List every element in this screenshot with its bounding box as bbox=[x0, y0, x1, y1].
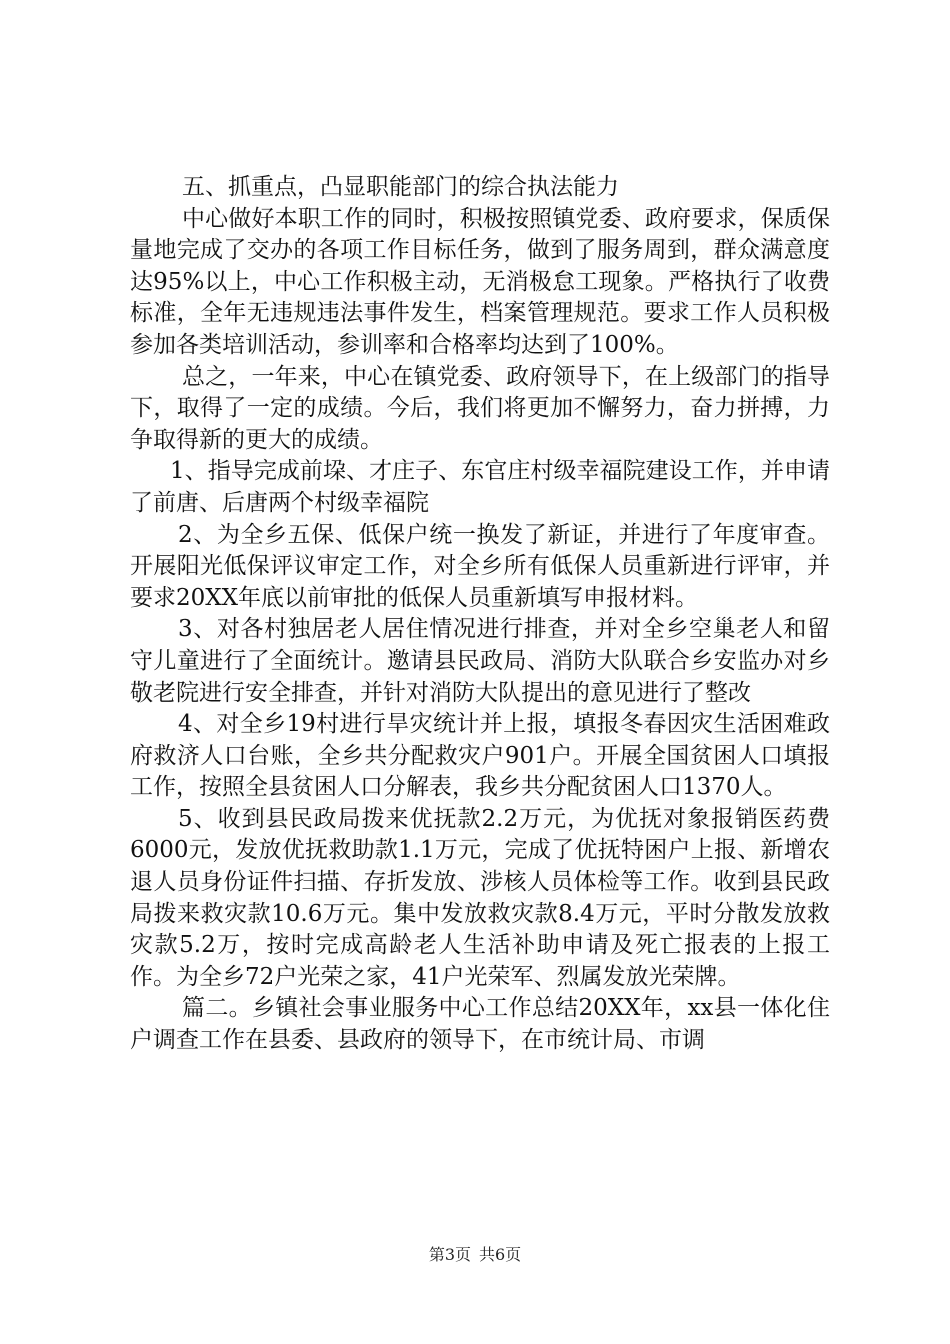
paragraph: 篇二。乡镇社会事业服务中心工作总结20XX年，xx县一体化住户调查工作在县委、县政府的领导下，在市统计局、市调 bbox=[130, 995, 830, 1054]
list-item: 3、对各村独居老人居住情况进行排查，并对全乡空巢老人和留守儿童进行了全面统计。邀请县民政局、消防大队联合乡安监办对乡敬老院进行安全排查，并针对消防大队提出的意见进行了整改 bbox=[130, 616, 830, 706]
list-item: 5、收到县民政局拨来优抚款2.2万元，为优抚对象报销医药费6000元，发放优抚救助款1.1万元，完成了优抚特困户上报、新增农退人员身份证件扫描、存折发放、涉核人员体检等工作。收到县民政局拨来救灾款10.6万元。集中发放救灾款8.4万元，平时分散发放救灾款5.2万，按时完成高龄老人生活补助申请及死亡报表的上报工作。为全乡72户光荣之家，41户光荣军、烈属发放光荣牌。 bbox=[130, 805, 830, 990]
list-item: 1、指导完成前垜、才庄子、东官庄村级幸福院建设工作，并申请了前唐、后唐两个村级幸福院 bbox=[130, 458, 830, 516]
list-item: 4、对全乡19村进行旱灾统计并上报，填报冬春因灾生活困难政府救济人口台账，全乡共分配救灾户901户。开展全国贫困人口填报工作，按照全县贫困人口分解表，我乡共分配贫困人口1370人。 bbox=[130, 711, 830, 801]
document-body bbox=[130, 172, 830, 1057]
page-total: 共6页 bbox=[479, 1245, 522, 1264]
section-heading: 五、抓重点，凸显职能部门的综合执法能力 bbox=[182, 174, 619, 200]
page-footer bbox=[0, 1245, 950, 1265]
paragraph: 中心做好本职工作的同时，积极按照镇党委、政府要求，保质保量地完成了交办的各项工作目标任务，做到了服务周到，群众满意度达95%以上，中心工作积极主动，无消极怠工现象。严格执行了收费标准，全年无违规违法事件发生，档案管理规范。要求工作人员积极参加各类培训活动，参训率和合格率均达到了100%。 bbox=[130, 205, 830, 358]
paragraph: 总之，一年来，中心在镇党委、政府领导下，在上级部门的指导下，取得了一定的成绩。今后，我们将更加不懈努力，奋力拼搏，力争取得新的更大的成绩。 bbox=[130, 363, 830, 453]
list-item: 2、为全乡五保、低保户统一换发了新证，并进行了年度审查。开展阳光低保评议审定工作，对全乡所有低保人员重新进行评审，并要求20XX年底以前审批的低保人员重新填写申报材料。 bbox=[130, 521, 830, 611]
page-number: 第3页 bbox=[428, 1245, 471, 1264]
